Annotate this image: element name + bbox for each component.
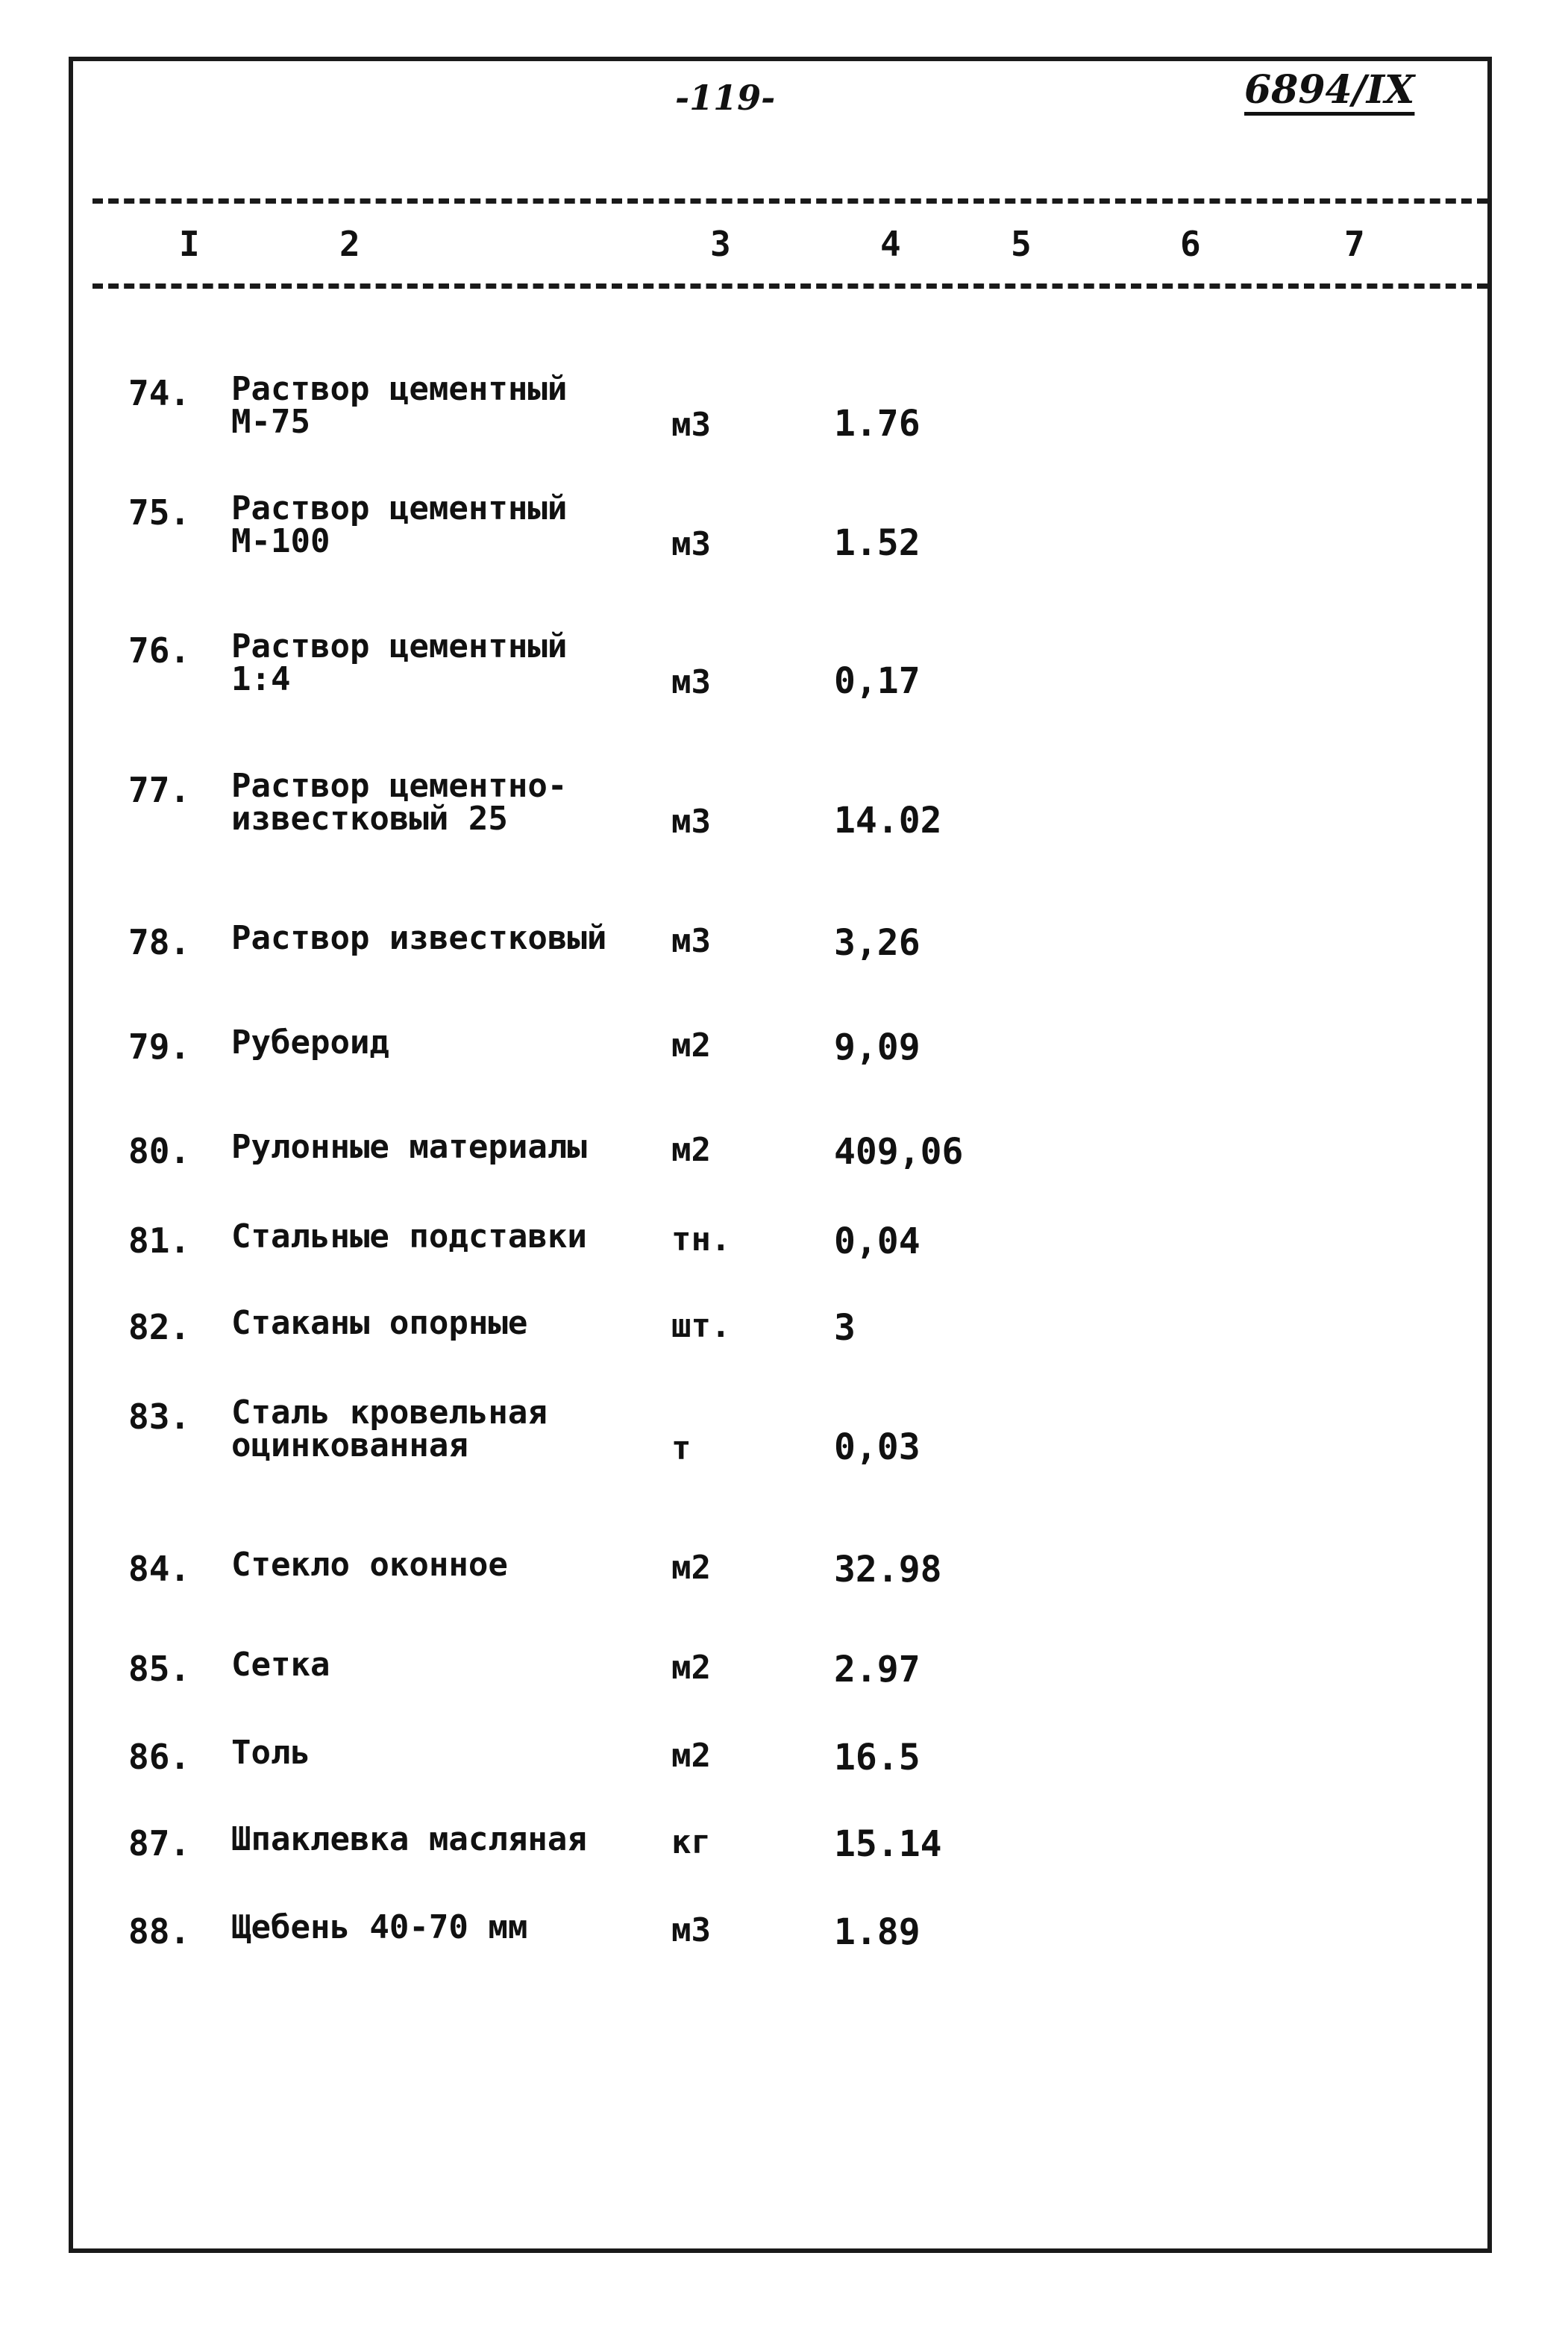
unit: м2 (671, 1649, 711, 1687)
material-name: Шпаклевка масляная (231, 1820, 587, 1858)
quantity: 0,03 (834, 1426, 921, 1468)
unit: кг (671, 1823, 711, 1861)
quantity: 2.97 (834, 1649, 921, 1690)
material-name: Раствор цементно- известковый 25 (231, 767, 568, 838)
unit: шт. (671, 1307, 731, 1345)
quantity: 3 (834, 1307, 856, 1349)
unit: м3 (671, 1911, 711, 1949)
row-number: 83. (128, 1397, 191, 1437)
quantity: 0,17 (834, 660, 921, 702)
quantity: 15.14 (834, 1823, 942, 1865)
row-number: 78. (128, 922, 191, 962)
document-code: 6894/IX (1244, 67, 1415, 113)
quantity: 14.02 (834, 800, 942, 841)
column-number-7: 7 (1344, 224, 1365, 264)
material-name: Рубероид (231, 1024, 389, 1062)
material-name: Стаканы опорные (231, 1304, 528, 1342)
unit: т (671, 1429, 692, 1467)
quantity: 409,06 (834, 1131, 964, 1173)
material-name: Щебень 40-70 мм (231, 1908, 528, 1946)
quantity: 1.76 (834, 403, 921, 445)
material-name: Раствор цементный 1:4 (231, 627, 568, 698)
row-number: 84. (128, 1549, 191, 1589)
unit: м2 (671, 1131, 711, 1169)
unit: м3 (671, 406, 711, 444)
column-number-6: 6 (1180, 224, 1201, 264)
material-name: Сталь кровельная оцинкованная (231, 1394, 548, 1464)
page-number: -119- (675, 78, 776, 118)
quantity: 16.5 (834, 1737, 921, 1778)
quantity: 32.98 (834, 1549, 942, 1590)
header-top-rule (92, 198, 1487, 204)
column-number-4: 4 (880, 224, 901, 264)
material-name: Раствор цементный М-100 (231, 489, 568, 560)
column-number-1: I (179, 224, 200, 264)
row-number: 81. (128, 1220, 191, 1261)
row-number: 77. (128, 770, 191, 810)
material-name: Раствор известковый (231, 919, 607, 957)
quantity: 9,09 (834, 1027, 921, 1068)
material-name: Стекло оконное (231, 1546, 508, 1584)
material-name: Стальные подставки (231, 1217, 587, 1256)
material-name: Толь (231, 1734, 310, 1772)
row-number: 86. (128, 1737, 191, 1777)
unit: м3 (671, 525, 711, 563)
unit: тн. (671, 1220, 731, 1259)
column-number-2: 2 (339, 224, 360, 264)
row-number: 82. (128, 1307, 191, 1347)
row-number: 75. (128, 492, 191, 533)
unit: м3 (671, 803, 711, 841)
unit: м3 (671, 663, 711, 701)
unit: м3 (671, 922, 711, 960)
material-name: Сетка (231, 1646, 330, 1684)
material-name: Раствор цементный М-75 (231, 370, 568, 441)
row-number: 85. (128, 1649, 191, 1689)
row-number: 80. (128, 1131, 191, 1171)
row-number: 79. (128, 1027, 191, 1067)
column-number-3: 3 (710, 224, 731, 264)
quantity: 1.89 (834, 1911, 921, 1953)
material-name: Рулонные материалы (231, 1128, 587, 1166)
row-number: 76. (128, 630, 191, 671)
unit: м2 (671, 1737, 711, 1775)
column-number-5: 5 (1011, 224, 1032, 264)
row-number: 87. (128, 1823, 191, 1864)
header-bottom-rule (92, 283, 1487, 289)
quantity: 3,26 (834, 922, 921, 964)
quantity: 0,04 (834, 1220, 921, 1262)
row-number: 74. (128, 373, 191, 413)
unit: м2 (671, 1549, 711, 1587)
row-number: 88. (128, 1911, 191, 1952)
unit: м2 (671, 1027, 711, 1065)
quantity: 1.52 (834, 522, 921, 564)
